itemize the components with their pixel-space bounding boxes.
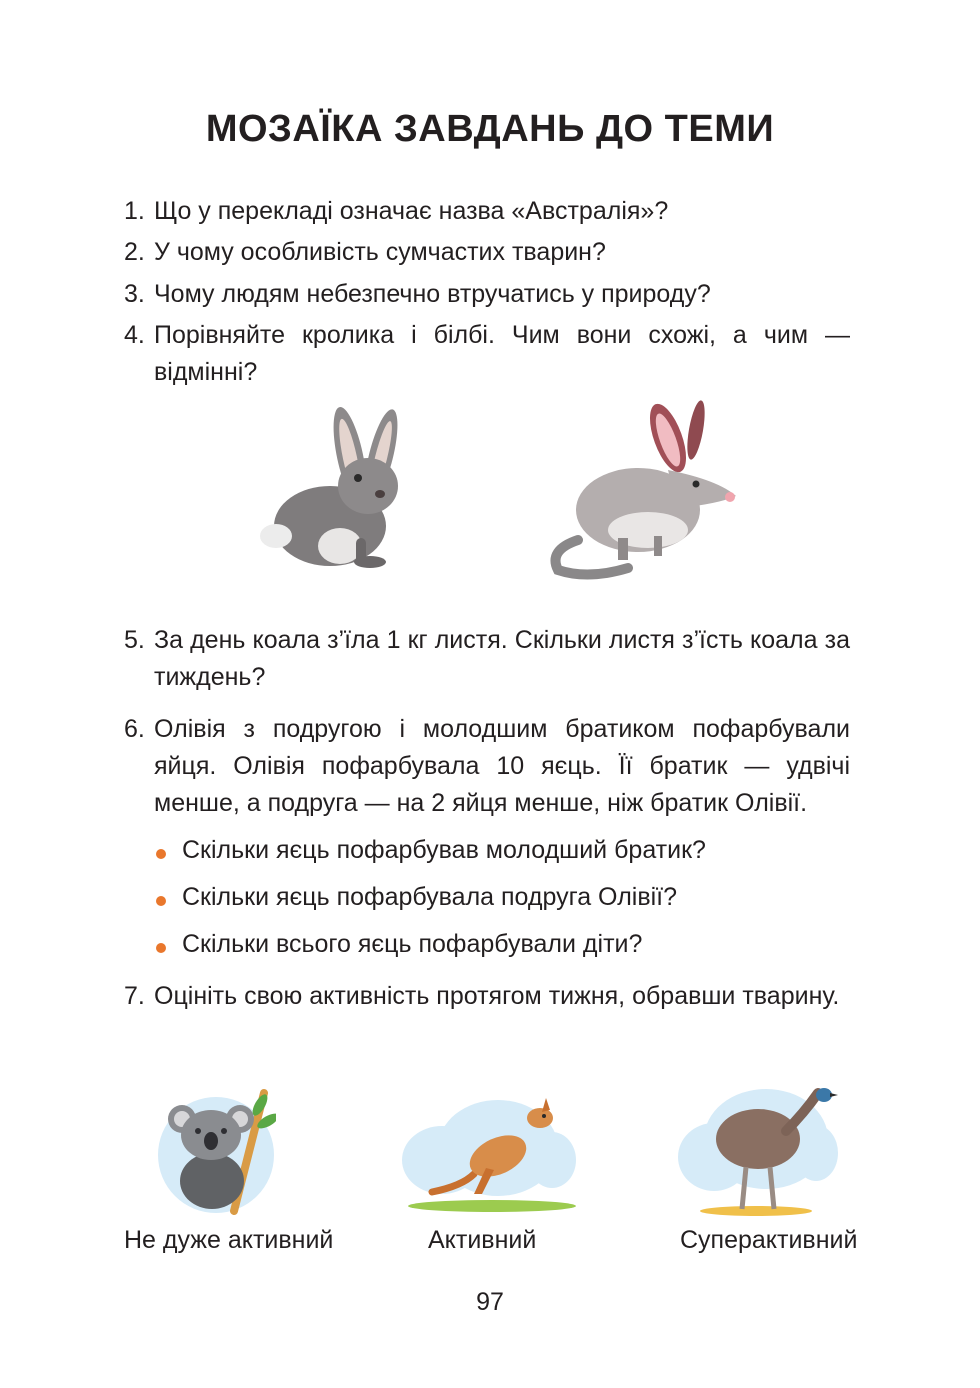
koala-illustration[interactable] [156, 1085, 276, 1217]
rabbit-illustration [258, 398, 408, 570]
question-number: 5. [124, 626, 145, 654]
question-6 [124, 711, 850, 822]
question-text: У чому особливість сумчастих тварин? [154, 238, 606, 266]
question-7 [124, 978, 850, 1015]
kangaroo-illustration[interactable] [402, 1090, 576, 1214]
bullet-dot-icon [156, 849, 166, 859]
activity-label-low: Не дуже активний [124, 1226, 334, 1254]
question-number: 2. [124, 238, 145, 266]
question-5 [124, 622, 850, 696]
question-number: 1. [124, 197, 145, 225]
question-number: 7. [124, 982, 145, 1010]
question-2 [124, 234, 850, 271]
bullet-dot-icon [156, 943, 166, 953]
list-item: Скільки всього яєць пофарбували діти? [154, 930, 642, 959]
activity-label-high: Суперактивний [680, 1226, 858, 1254]
question-text: Оцініть свою активність протягом тижня, обравши тварину. [154, 982, 840, 1010]
question-text: Порівняйте кролика і білбі. Чим вони схожі, а чим — відмінні? [154, 321, 850, 386]
emu-illustration[interactable] [674, 1083, 840, 1217]
bilby-illustration [548, 400, 740, 580]
question-text: Олівія з подругою і молодшим братиком пофарбували яйця. Олівія пофарбувала 10 яєць. Її братик — удвічі менше, а подруга — на 2 яйця менше, ніж братик Олівії. [154, 715, 850, 817]
question-1 [124, 193, 850, 230]
list-item: Скільки яєць пофарбувала подруга Олівії? [154, 883, 677, 912]
question-4 [124, 317, 850, 391]
bullet-dot-icon [156, 896, 166, 906]
question-text: Що у перекладі означає назва «Австралія»? [154, 197, 669, 225]
question-number: 3. [124, 280, 145, 308]
question-3 [124, 276, 850, 313]
question-text: За день коала з’їла 1 кг листя. Скільки листя з’їсть коала за тиждень? [154, 626, 850, 691]
page-number: 97 [476, 1288, 504, 1316]
page-title: МОЗАЇКА ЗАВДАНЬ ДО ТЕМИ [205, 108, 775, 150]
question-text: Чому людям небезпечно втручатись у природу? [154, 280, 711, 308]
activity-label-medium: Активний [428, 1226, 537, 1254]
question-number: 4. [124, 321, 145, 349]
list-item: Скільки яєць пофарбував молодший братик? [154, 836, 706, 865]
question-number: 6. [124, 715, 145, 743]
